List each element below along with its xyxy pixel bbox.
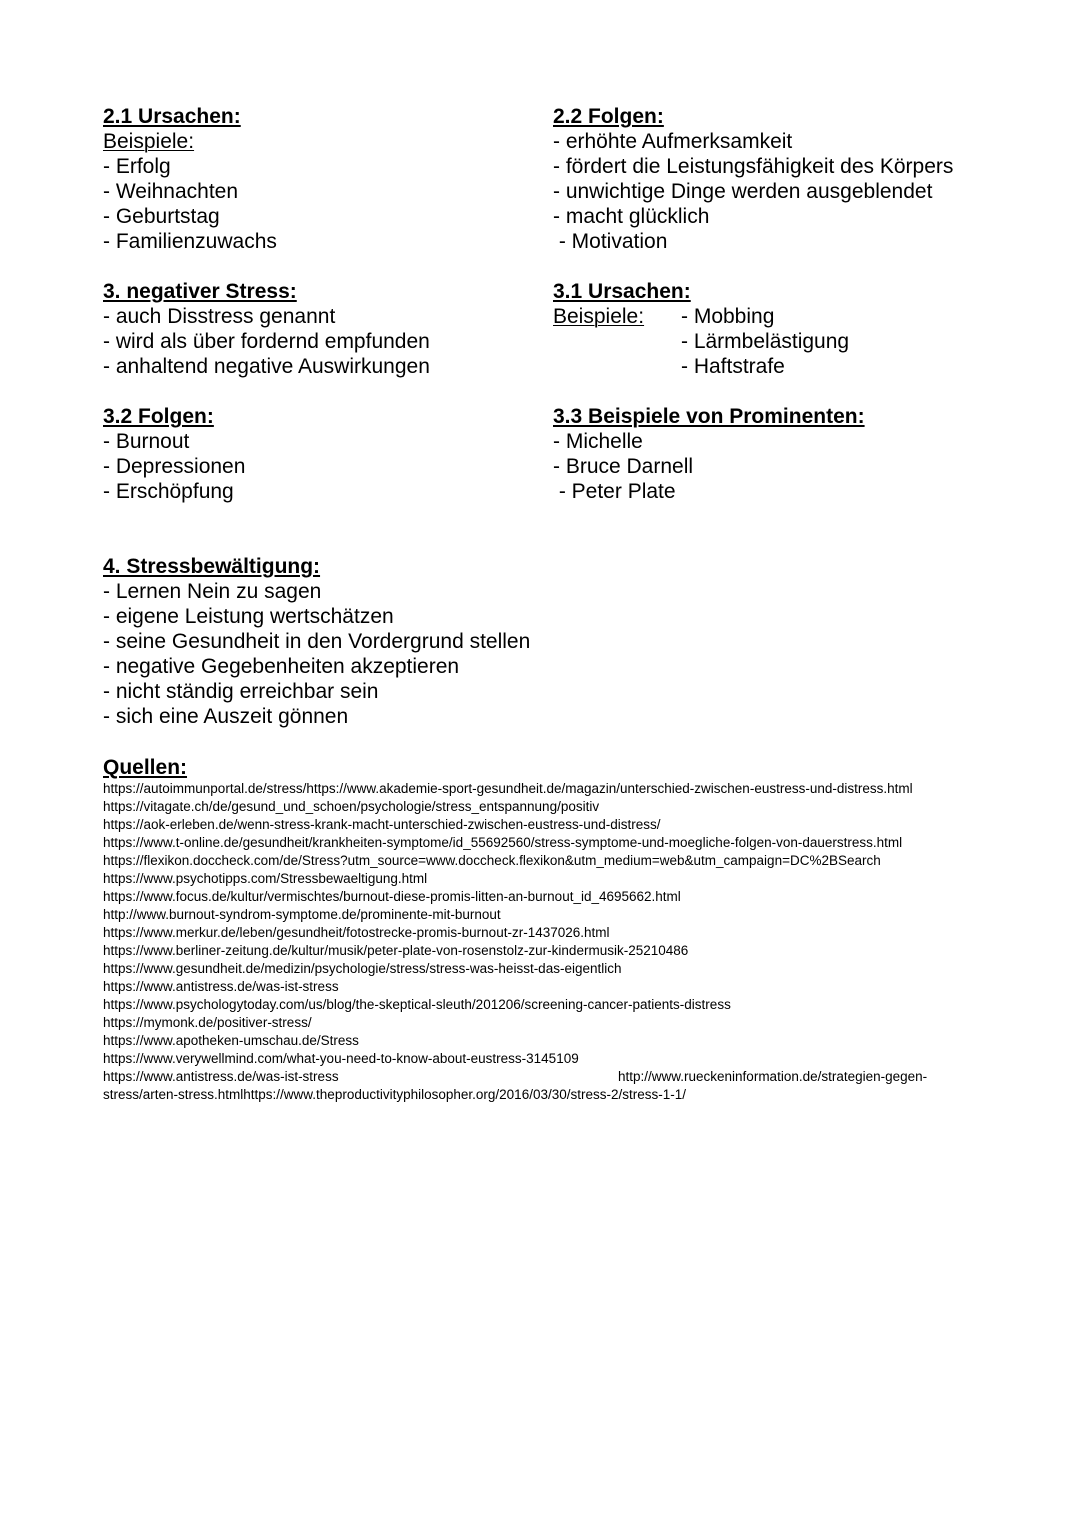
source-link: stress/arten-stress.htmlhttps://www.theproductivityphilosopher.org/2016/03/30/stress-2/stress-1-1/ bbox=[103, 1087, 687, 1102]
list-item: - macht glücklich bbox=[553, 205, 710, 228]
heading-4: 4. Stressbewältigung: bbox=[103, 555, 321, 578]
heading-3: 3. negativer Stress: bbox=[103, 280, 297, 303]
source-split-row bbox=[103, 1068, 1003, 1086]
list-item: - sich eine Auszeit gönnen bbox=[103, 705, 349, 728]
list-item: - wird als über fordernd empfunden bbox=[103, 330, 430, 353]
source-link: https://www.berliner-zeitung.de/kultur/musik/peter-plate-von-rosenstolz-zur-kindermusik-25210486 bbox=[103, 943, 689, 958]
sources-section bbox=[103, 755, 1003, 1104]
list-item: - seine Gesundheit in den Vordergrund stellen bbox=[103, 630, 531, 653]
source-link: https://www.antistress.de/was-ist-stress bbox=[103, 979, 339, 994]
heading-2-2: 2.2 Folgen: bbox=[553, 105, 664, 128]
list-item: - Erfolg bbox=[103, 155, 171, 178]
list-item: - nicht ständig erreichbar sein bbox=[103, 680, 379, 703]
source-link: https://flexikon.doccheck.com/de/Stress?utm_source=www.doccheck.flexikon&utm_medium=web&utm_campaign=DC%2BSearch bbox=[103, 853, 881, 868]
section-4-stress-management bbox=[103, 554, 530, 729]
list-item: - Erschöpfung bbox=[103, 480, 234, 503]
list-item: - negative Gegebenheiten akzeptieren bbox=[103, 655, 460, 678]
source-link: http://www.burnout-syndrom-symptome.de/prominente-mit-burnout bbox=[103, 907, 501, 922]
list-item: - Peter Plate bbox=[553, 480, 676, 503]
list-item: - Bruce Darnell bbox=[553, 455, 694, 478]
source-link: https://www.gesundheit.de/medizin/psychologie/stress/stress-was-heisst-das-eigentlich bbox=[103, 961, 622, 976]
source-link: https://www.antistress.de/was-ist-stress bbox=[103, 1069, 339, 1084]
heading-3-1: 3.1 Ursachen: bbox=[553, 280, 691, 303]
examples-label: Beispiele: bbox=[553, 305, 645, 328]
source-link: https://autoimmunportal.de/stress/https://www.akademie-sport-gesundheit.de/magazin/unterschied-zwischen-eustress-und-distress.html bbox=[103, 781, 913, 796]
list-item: - Geburtstag bbox=[103, 205, 220, 228]
list-item: - eigene Leistung wertschätzen bbox=[103, 605, 394, 628]
source-link: https://www.apotheken-umschau.de/Stress bbox=[103, 1033, 359, 1048]
source-link: https://www.psychologytoday.com/us/blog/the-skeptical-sleuth/201206/screening-cancer-patients-distress bbox=[103, 997, 731, 1012]
heading-3-3: 3.3 Beispiele von Prominenten: bbox=[553, 405, 865, 428]
examples-label: Beispiele: bbox=[103, 130, 195, 153]
list-item: - unwichtige Dinge werden ausgeblendet bbox=[553, 180, 933, 203]
section-2-1-causes bbox=[103, 104, 277, 254]
list-item: - Lärmbelästigung bbox=[681, 330, 850, 353]
list-item: - Burnout bbox=[103, 430, 190, 453]
list-item: - auch Disstress genannt bbox=[103, 305, 336, 328]
section-3-1-causes bbox=[553, 279, 849, 379]
heading-3-2: 3.2 Folgen: bbox=[103, 405, 214, 428]
source-link: https://mymonk.de/positiver-stress/ bbox=[103, 1015, 312, 1030]
source-link: https://www.verywellmind.com/what-you-need-to-know-about-eustress-3145109 bbox=[103, 1051, 579, 1066]
list-item: - Familienzuwachs bbox=[103, 230, 277, 253]
source-link: http://www.rueckeninformation.de/strategien-gegen- bbox=[618, 1069, 928, 1084]
section-2-2-consequences bbox=[553, 104, 953, 254]
source-link: https://www.psychotipps.com/Stressbewaeltigung.html bbox=[103, 871, 428, 886]
list-item: - Weihnachten bbox=[103, 180, 239, 203]
section-3-negative-stress bbox=[103, 279, 430, 379]
section-3-3-celebrities bbox=[553, 404, 865, 504]
source-link: https://vitagate.ch/de/gesund_und_schoen/psychologie/stress_entspannung/positiv bbox=[103, 799, 600, 814]
list-item: - fördert die Leistungsfähigkeit des Körpers bbox=[553, 155, 954, 178]
source-link: https://www.focus.de/kultur/vermischtes/burnout-diese-promis-litten-an-burnout_id_4695662.html bbox=[103, 889, 681, 904]
list-item: - Haftstrafe bbox=[681, 355, 785, 378]
section-3-2-consequences bbox=[103, 404, 245, 504]
list-item: - Mobbing bbox=[681, 305, 775, 328]
list-item: - Michelle bbox=[553, 430, 643, 453]
sources-heading: Quellen: bbox=[103, 756, 188, 779]
heading-2-1: 2.1 Ursachen: bbox=[103, 105, 241, 128]
list-item: - Lernen Nein zu sagen bbox=[103, 580, 322, 603]
list-item: - anhaltend negative Auswirkungen bbox=[103, 355, 430, 378]
examples-row bbox=[553, 304, 849, 379]
source-link: https://www.merkur.de/leben/gesundheit/fotostrecke-promis-burnout-zr-1437026.html bbox=[103, 925, 610, 940]
source-link: https://www.t-online.de/gesundheit/krankheiten-symptome/id_55692560/stress-symptome-und-moegliche-folgen-von-dauerstress.html bbox=[103, 835, 903, 850]
list-item: - Motivation bbox=[553, 230, 668, 253]
list-item: - erhöhte Aufmerksamkeit bbox=[553, 130, 793, 153]
list-item: - Depressionen bbox=[103, 455, 246, 478]
source-link: https://aok-erleben.de/wenn-stress-krank-macht-unterschied-zwischen-eustress-und-distress/ bbox=[103, 817, 661, 832]
